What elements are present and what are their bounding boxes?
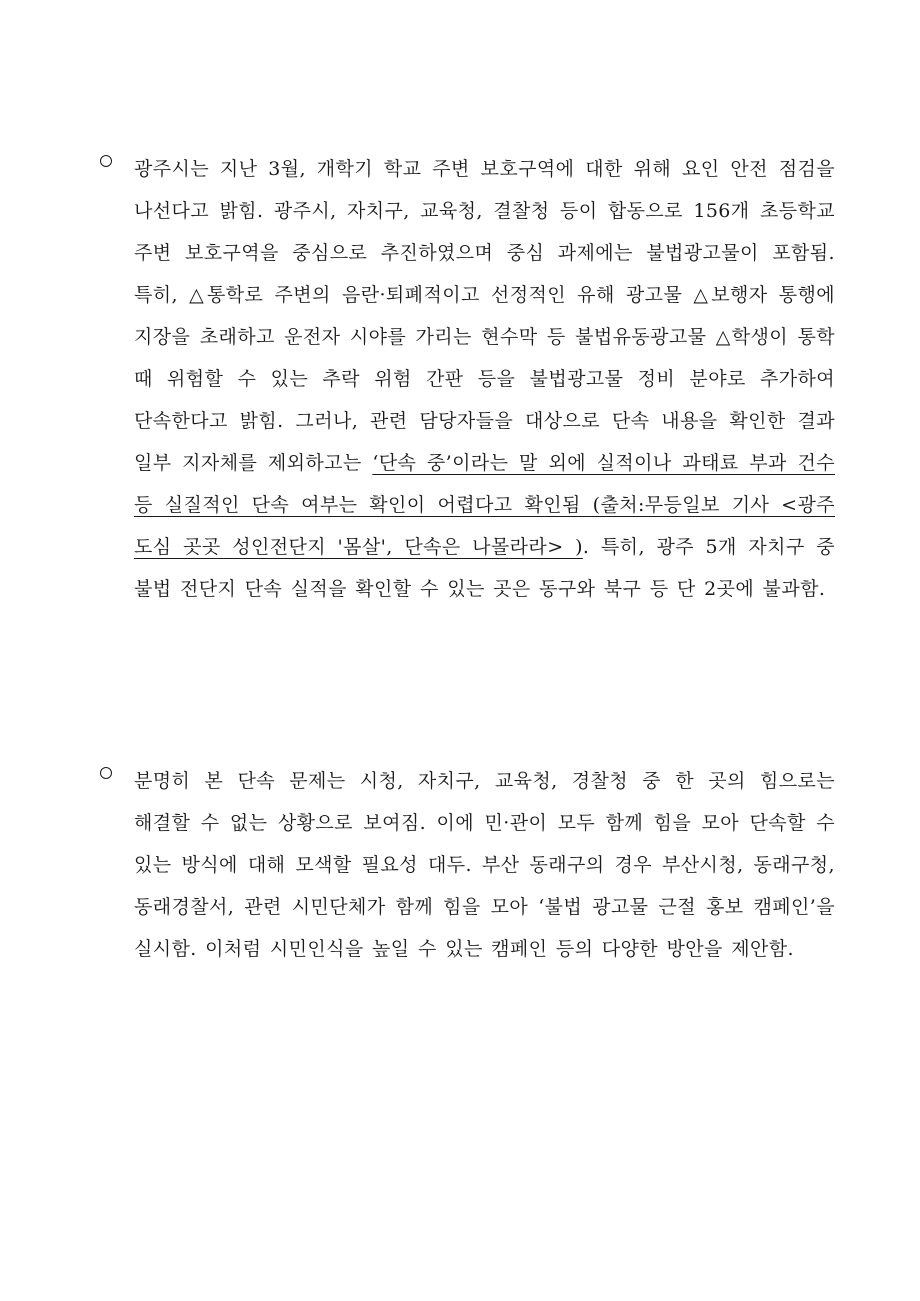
circle-bullet-icon <box>100 155 112 167</box>
paragraph-1-part1: 광주시는 지난 3월, 개학기 학교 주변 보호구역에 대한 위해 요인 안전 점검을 나선다고 밝힘. 광주시, 자치구, 교육청, 결찰청 등이 합동으로 156개 초등학교 주변 보호구역을 중심으로 추진하였으며 중심 과제에는 불법광고물이 포함됨. 특히, △통학로 주변의 음란·퇴폐적이고 선정적인 유해 광고물 △보행자 통행에 지장을 초래하고 운전자 시야를 가리는 현수막 등 불법유동광고물 △학생이 통학 때 위험할 수 있는 추락 위험 간판 등을 불법광고물 정비 분야로 추가하여 단속한다고 밝힘. 그러나, 관련 담당자들을 대상으로 단속 내용을 확인한 결과 일부 지자체를 제외하고는 <box>134 158 835 474</box>
paragraph-2 <box>100 760 835 970</box>
paragraph-1-text <box>134 148 835 610</box>
circle-bullet-icon <box>100 767 112 779</box>
paragraph-1-underlined: ‘단속 중’이라는 말 외에 실적이나 과태료 부과 건수 등 실질적인 단속 여부는 확인이 어렵다고 확인됨 (출처:무등일보 기사 <광주 도심 곳곳 성인전단지 '몸살', 단속은 나몰라라> ) <box>134 452 835 558</box>
paragraph-2-text: 분명히 본 단속 문제는 시청, 자치구, 교육청, 경찰청 중 한 곳의 힘으로는 해결할 수 없는 상황으로 보여짐. 이에 민·관이 모두 함께 힘을 모아 단속할 수 있는 방식에 대해 모색할 필요성 대두. 부산 동래구의 경우 부산시청, 동래구청, 동래경찰서, 관련 시민단체가 함께 힘을 모아 ‘불법 광고물 근절 홍보 캠페인’을 실시함. 이처럼 시민인식을 높일 수 있는 캠페인 등의 다양한 방안을 제안함. <box>134 770 835 960</box>
paragraph-1-part2: . 특히, 광주 5개 자치구 중 불법 전단지 단속 실적을 확인할 수 있는 곳은 동구와 북구 등 단 2곳에 불과함. <box>134 536 835 600</box>
paragraph-1 <box>100 148 835 610</box>
